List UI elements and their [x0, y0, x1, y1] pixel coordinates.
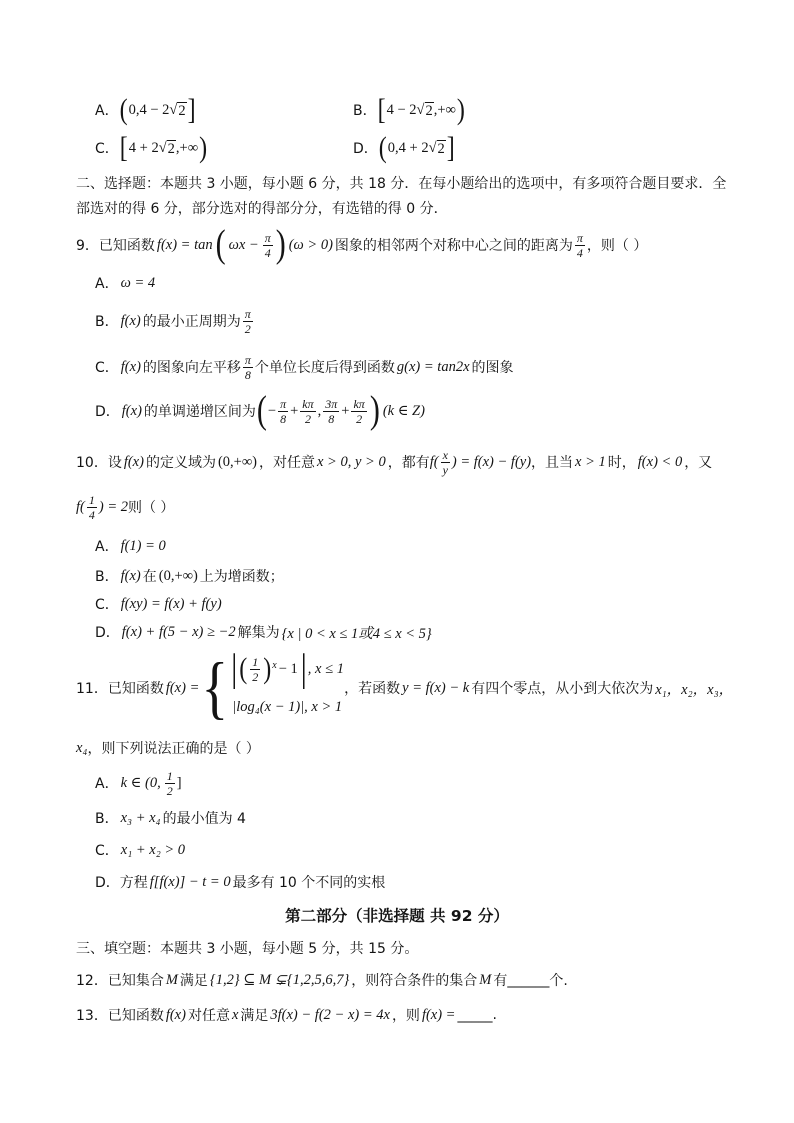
math-expression: |log₄(x − 1)|, x > 1 [232, 698, 343, 715]
math-expression: f[f(x)] − t = 0 [149, 873, 231, 890]
fraction [243, 353, 253, 382]
math-expression: f( [76, 498, 85, 515]
exponent: x [272, 660, 277, 671]
numerator: 3π [325, 396, 338, 411]
open-delimiter: [ [377, 93, 386, 127]
fraction [441, 448, 450, 477]
stem-text: ，且当 [531, 455, 574, 471]
math-expression: x₃ + x₄ [120, 809, 161, 826]
heading-text: 第二部分（非选择题 共 92 分） [285, 907, 509, 925]
open-delimiter: [ [119, 131, 128, 165]
numerator: π [576, 230, 583, 245]
math-expression: f(x) [121, 402, 142, 419]
denominator: 4 [264, 245, 271, 260]
q8-option-d [353, 128, 456, 168]
question-10-stem-line-2 [76, 487, 174, 527]
stem-text: ，则（ ） [586, 238, 648, 254]
abs-bar: | [300, 646, 307, 690]
math-expression: f(x) = [421, 1006, 456, 1023]
q8-option-b [353, 90, 466, 130]
option-label: C． [95, 360, 119, 376]
q8-option-c [95, 128, 208, 168]
math-expression: ω = 4 [120, 274, 156, 291]
fraction [300, 397, 315, 426]
close-paren: ) [369, 388, 380, 432]
fraction [165, 769, 175, 798]
stem-text: 有四个零点，从小到大依次为 [471, 681, 654, 697]
stem-text: 图象的相邻两个对称中心之间的距离为 [334, 238, 573, 254]
stem-text: 已知函数 [107, 681, 164, 697]
option-label: B． [95, 314, 119, 330]
math-operator: , [317, 402, 322, 419]
math-variable: M [165, 971, 178, 988]
question-number: 9． [76, 238, 99, 254]
numerator: π [244, 306, 251, 321]
math-expression: f(x) + f(5 − x) ≥ −2 [121, 623, 236, 640]
stem-text: 已知函数 [98, 238, 155, 254]
question-12 [76, 960, 568, 1000]
answer-blank: _____ [457, 1007, 493, 1023]
math-expression: f(x) [120, 358, 141, 375]
option-text: 方程 [119, 875, 148, 891]
stem-text: 的定义域为 [145, 455, 216, 471]
math-variable: M [479, 971, 492, 988]
math-expression: 3f(x) − f(2 − x) = 4x [270, 1006, 390, 1023]
option-text: 的单调递增区间为 [143, 404, 256, 420]
close-delimiter: ] [446, 131, 455, 165]
math-variable: x [231, 1006, 239, 1023]
fraction [250, 655, 260, 684]
numerator: π [244, 352, 251, 367]
math-expression: f(x) [120, 312, 141, 329]
stem-text: ，又 [684, 455, 713, 471]
open-delimiter: ( [119, 93, 128, 127]
numerator: 1 [166, 768, 173, 783]
option-label: D． [95, 875, 120, 891]
math-expression: f(x) [165, 1006, 186, 1023]
stem-text: 满足 [179, 973, 208, 989]
question-11-stem-line-2 [76, 728, 260, 768]
denominator: 2 [252, 669, 259, 684]
math-expression: x₁，x₂，x₃， [655, 681, 734, 698]
math-expression: − 1 [278, 660, 298, 677]
question-9-stem [76, 222, 648, 266]
option-expression-tail: ,+∞ [433, 101, 456, 118]
option-label: A． [95, 539, 119, 555]
math-expression: ωx − [228, 236, 259, 253]
question-number: 11． [76, 681, 108, 697]
question-10-stem [76, 442, 712, 482]
stem-text: 有 [493, 973, 508, 989]
option-label: C． [95, 597, 119, 613]
math-condition: (k ∈ Z) [382, 402, 425, 419]
denominator: 8 [244, 367, 251, 382]
piecewise-case-2 [230, 692, 344, 722]
math-expression: (0,+∞) [217, 453, 257, 470]
open-paren: ( [215, 222, 226, 266]
option-expression: 4 + 2√ [128, 139, 167, 156]
math-operator: − [267, 402, 277, 419]
close-delimiter: ) [456, 93, 465, 127]
math-condition: , x ≤ 1 [307, 660, 344, 677]
stem-text: ，若函数 [344, 681, 401, 697]
numerator: kπ [302, 396, 314, 411]
numerator: π [264, 230, 271, 245]
section-2-instructions-line-2 [76, 188, 448, 228]
open-paren: ( [239, 652, 248, 686]
numerator: 1 [88, 492, 95, 507]
stem-text: ，则下列说法正确的是（ ） [87, 741, 260, 757]
left-brace: { [201, 649, 229, 727]
denominator: 2 [304, 411, 311, 426]
open-delimiter: ( [378, 131, 387, 165]
fraction [243, 307, 253, 336]
stem-text: 12．已知集合 [76, 973, 164, 989]
close-delimiter: ] [176, 774, 182, 791]
piecewise-case-1 [230, 646, 344, 690]
math-expression: f(x) = [165, 679, 200, 696]
stem-text: ，则符合条件的集合 [351, 973, 478, 989]
math-expression: f(1) = 0 [120, 537, 166, 554]
denominator: 4 [576, 245, 583, 260]
math-expression: f(x) [123, 453, 144, 470]
option-text: 的图象 [471, 360, 514, 376]
math-expression: x₄ [76, 739, 88, 756]
close-delimiter: ) [199, 131, 208, 165]
math-expression: f(xy) = f(x) + f(y) [120, 595, 222, 612]
option-label: A． [95, 276, 119, 292]
option-expression: 0,4 − 2√ [128, 101, 178, 118]
radicand: 2 [167, 141, 175, 157]
close-delimiter: ] [187, 93, 196, 127]
fraction [575, 231, 585, 260]
answer-blank: ______ [507, 972, 550, 988]
option-label: A． [95, 103, 119, 119]
math-expression: x₁ + x₂ > 0 [120, 841, 186, 858]
denominator: 2 [244, 321, 251, 336]
numerator: π [280, 396, 287, 411]
fraction [323, 397, 339, 426]
math-operator: + [290, 402, 299, 419]
math-expression: ) = f(x) − f(y) [451, 453, 532, 470]
option-text: 的图象向左平移 [142, 360, 241, 376]
radicand: 2 [178, 103, 186, 119]
stem-text: 设 [107, 455, 122, 471]
denominator: 4 [88, 507, 95, 522]
option-label: D． [95, 625, 120, 641]
stem-text: ，都有 [387, 455, 430, 471]
math-expression: f(x) [120, 567, 141, 584]
math-expression: g(x) = tan2x [396, 358, 470, 375]
fraction [263, 231, 273, 260]
denominator: y [442, 462, 448, 477]
stem-text: ，对任意 [259, 455, 315, 471]
option-label: B． [95, 569, 119, 585]
math-expression: k ∈ (0, [120, 774, 161, 791]
radicand: 2 [425, 103, 433, 119]
denominator: 8 [280, 411, 287, 426]
q11-option-a [95, 763, 182, 803]
option-text: 上为增函数； [199, 569, 284, 585]
option-label: C． [95, 141, 119, 157]
piecewise-function [201, 646, 344, 727]
option-label: B． [353, 103, 377, 119]
math-expression: ) = 2 [98, 498, 128, 515]
option-text: 在 [142, 569, 157, 585]
stem-text: 13．已知函数 [76, 1008, 164, 1024]
stem-text: 则（ ） [127, 500, 175, 516]
fraction [351, 397, 366, 426]
math-expression: f(x) = tan [156, 236, 213, 253]
fraction [87, 493, 97, 522]
piecewise-cases [230, 646, 344, 722]
option-expression: 4 − 2√ [386, 101, 425, 118]
section-instructions-text: 部选对的得 6 分，部分选对的得部分分，有选错的得 0 分． [76, 201, 448, 217]
math-expression: x > 1 [575, 453, 606, 470]
option-label: B． [95, 811, 119, 827]
denominator: 2 [166, 783, 173, 798]
stem-text: 时， [607, 455, 636, 471]
question-11-stem [76, 648, 735, 728]
math-condition: (ω > 0) [288, 236, 333, 253]
close-paren: ) [275, 222, 286, 266]
math-expression: (0,+∞) [158, 567, 198, 584]
math-expression: f(x) < 0 [637, 453, 683, 470]
option-text: 最多有 10 个不同的实根 [232, 875, 386, 891]
radicand: 2 [437, 141, 445, 157]
fraction [278, 397, 288, 426]
stem-text: 个. [549, 973, 568, 989]
option-label: C． [95, 843, 119, 859]
q8-option-a [95, 90, 197, 130]
stem-text: ，则 [391, 1008, 420, 1024]
q10-option-d [95, 612, 434, 652]
close-paren: ) [263, 652, 272, 686]
math-expression: x > 0, y > 0 [317, 453, 386, 470]
q9-option-c [95, 347, 514, 387]
option-text: 解集为 [237, 625, 280, 641]
math-expression: y = f(x) − k [402, 679, 470, 696]
stem-text: 满足 [240, 1008, 269, 1024]
option-label: D． [353, 141, 378, 157]
option-text: 的最小正周期为 [142, 314, 241, 330]
question-13 [76, 995, 497, 1035]
question-number: 10． [76, 455, 108, 471]
option-text: 个单位长度后得到函数 [254, 360, 395, 376]
option-text: 的最小值为 4 [162, 811, 246, 827]
open-paren: ( [256, 388, 267, 432]
section-instructions-text: 三、填空题：本题共 3 小题，每小题 5 分，共 15 分。 [76, 941, 419, 957]
q9-option-b [95, 301, 255, 341]
option-expression-tail: ,+∞ [175, 139, 199, 156]
q9-option-d [95, 388, 427, 432]
denominator: 2 [356, 411, 363, 426]
abs-bar: | [231, 646, 238, 690]
stem-text: 对任意 [187, 1008, 230, 1024]
math-expression: f( [429, 453, 439, 470]
math-operator: + [341, 402, 350, 419]
option-label: A． [95, 776, 119, 792]
q9-option-a [95, 263, 157, 303]
numerator: 1 [252, 654, 259, 669]
stem-text: . [492, 1007, 497, 1023]
option-label: D． [95, 404, 120, 420]
denominator: 8 [328, 411, 335, 426]
numerator: kπ [353, 396, 365, 411]
math-expression: {1,2} ⊆ M ⊊{1,2,5,6,7} [209, 971, 350, 988]
math-set: {x | 0 < x ≤ 1或4 ≤ x < 5} [281, 625, 432, 642]
option-expression: 0,4 + 2√ [387, 139, 437, 156]
numerator: x [442, 447, 448, 462]
section-instructions-text: 二、选择题：本题共 3 小题，每小题 6 分，共 18 分．在每小题给出的选项中，有多项符合题目要求．全 [76, 176, 727, 192]
